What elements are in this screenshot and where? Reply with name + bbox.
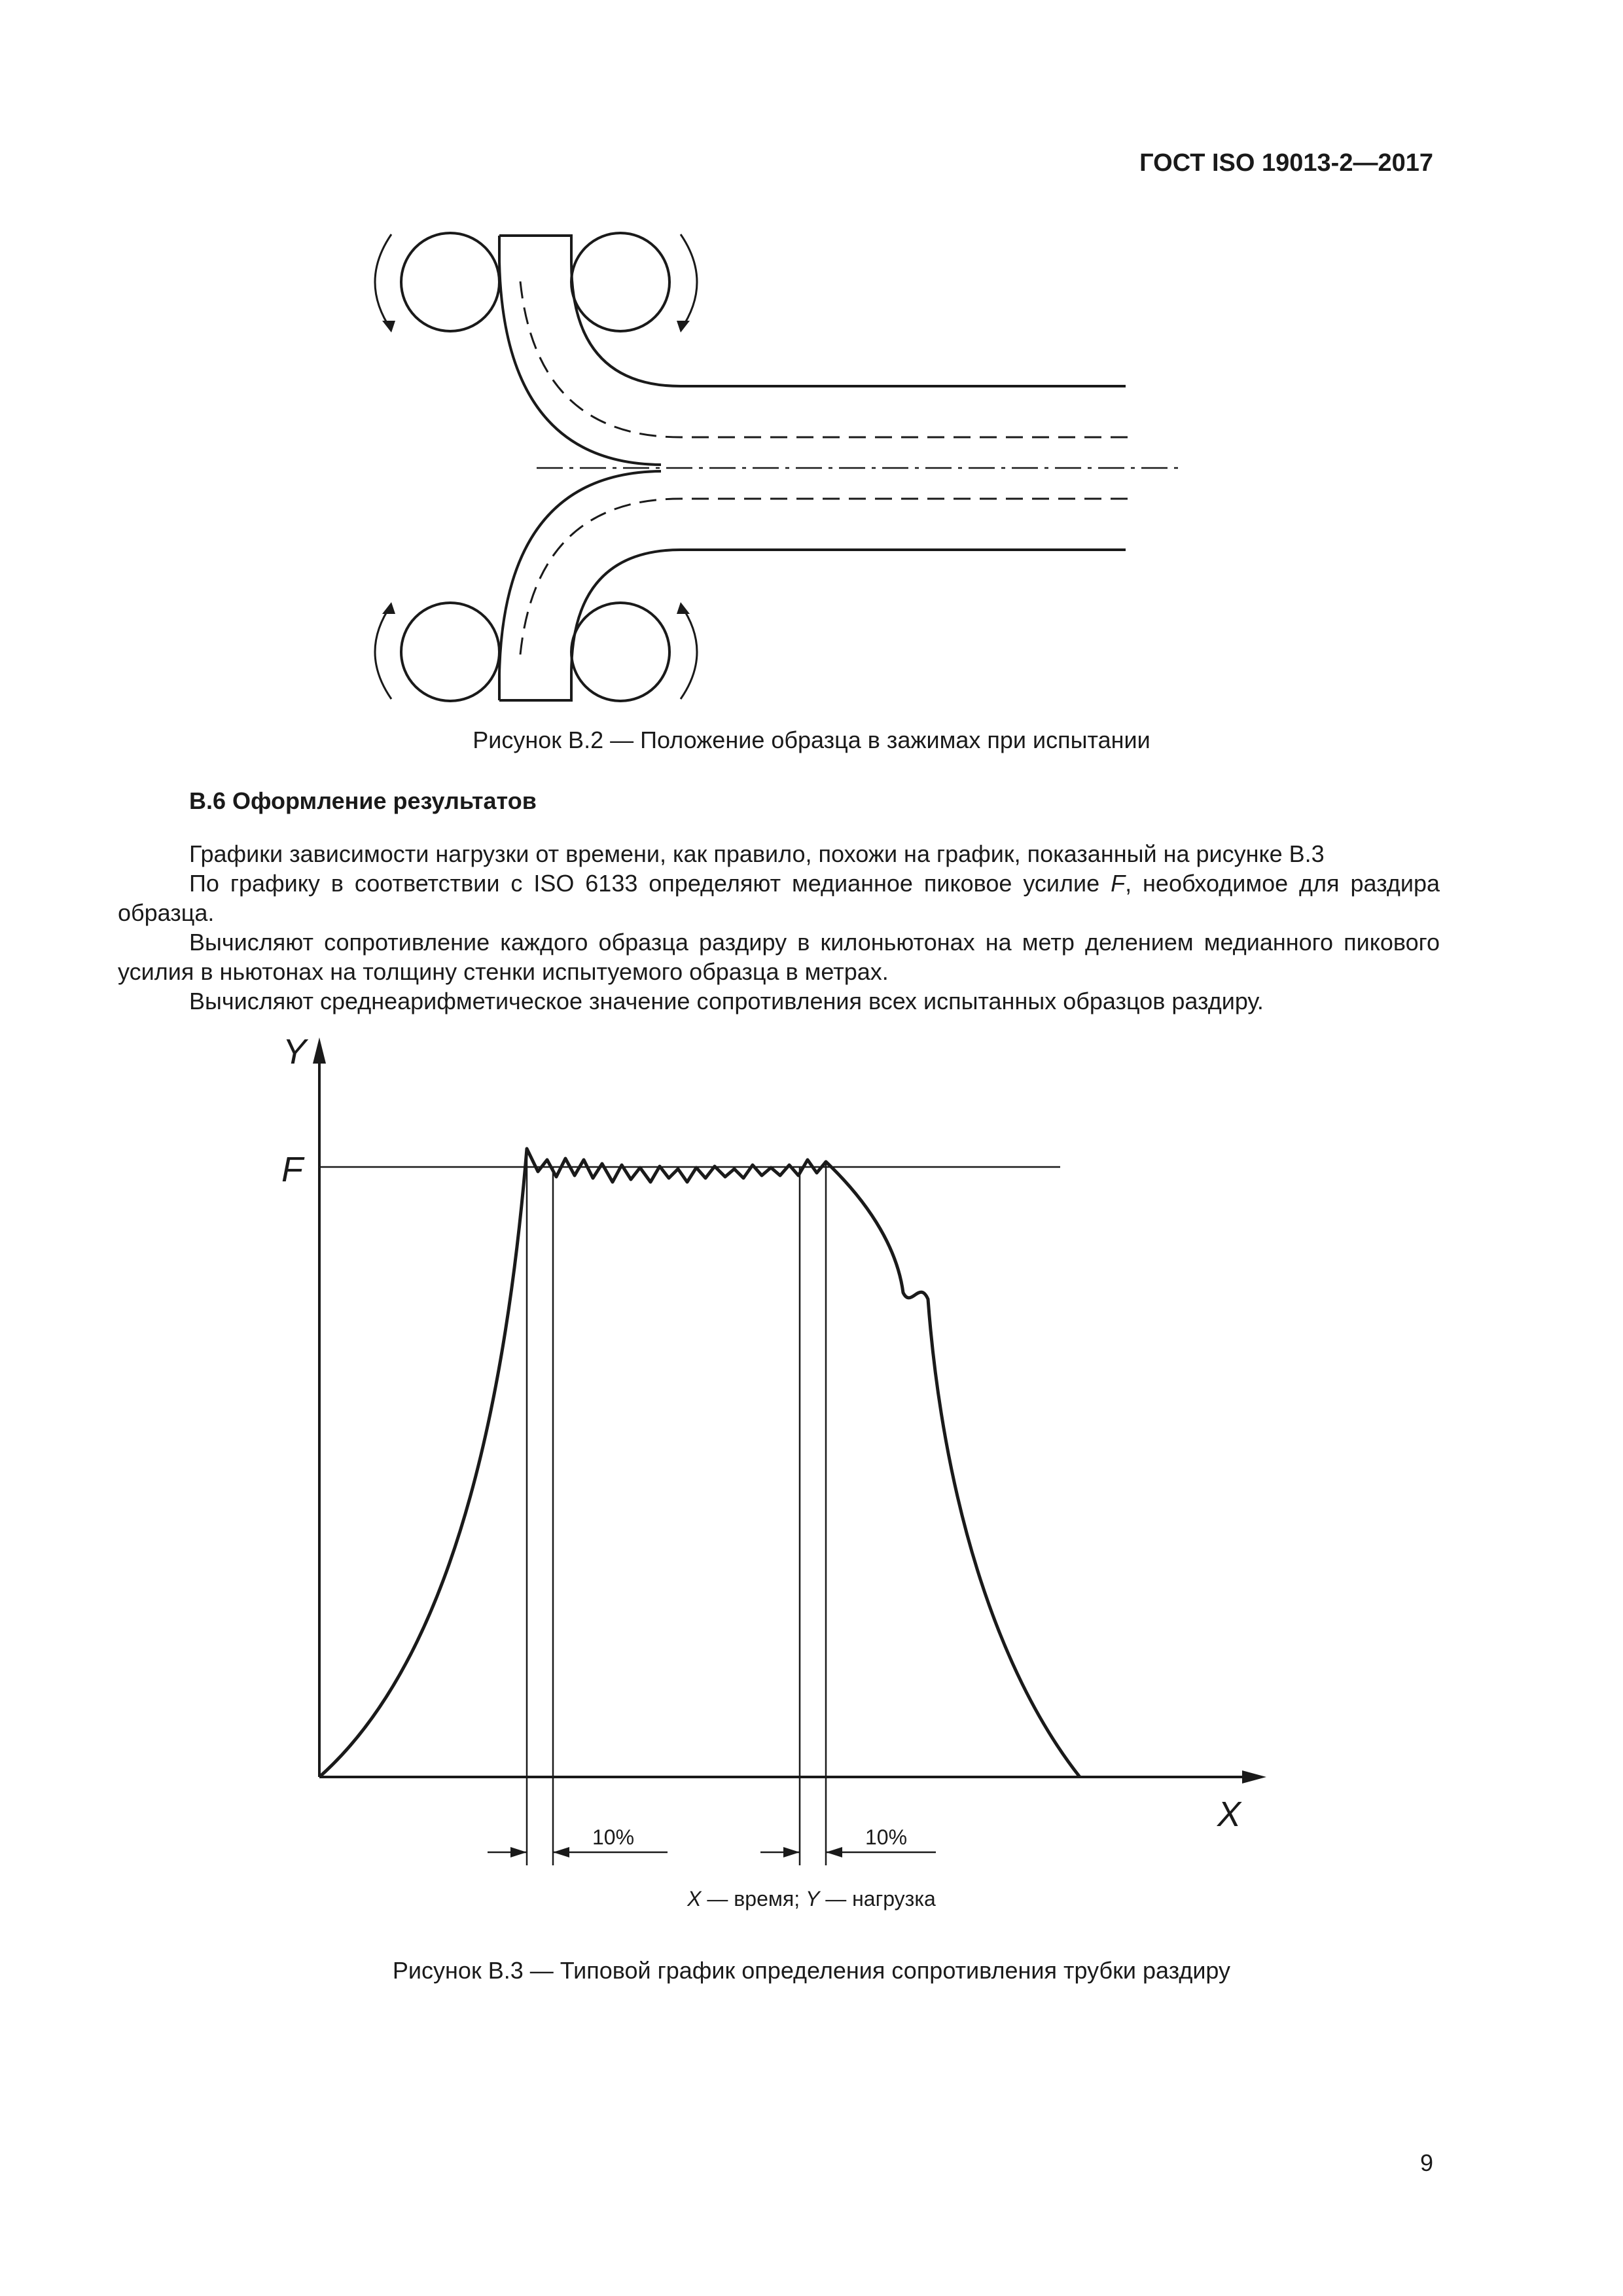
figure-b2-caption: Рисунок В.2 — Положение образца в зажимах при испытании bbox=[473, 726, 1150, 753]
roller-top-right bbox=[571, 233, 669, 331]
y-axis-arrow bbox=[313, 1037, 326, 1064]
specimen-lower bbox=[499, 471, 1126, 700]
force-symbol: F bbox=[1111, 870, 1126, 897]
document-code: ГОСТ ISO 19013-2—2017 bbox=[1139, 149, 1433, 177]
paragraph-3: Вычисляют сопротивление каждого образца раздиру в килоньютонах на метр делением медианного пикового усилия в ньютонах на толщину стенки испытуемого образца в метрах. bbox=[118, 929, 1440, 985]
specimen-dashed-lines bbox=[520, 281, 1132, 655]
figure-b2-diagram bbox=[0, 0, 1623, 720]
section-title: В.6 Оформление результатов bbox=[189, 787, 537, 814]
percent-label-right: 10% bbox=[865, 1825, 908, 1849]
figure-legend: X — время; Y — нагрузка bbox=[687, 1887, 936, 1910]
rotation-arrows bbox=[375, 234, 697, 699]
load-curve bbox=[319, 1149, 1080, 1777]
specimen-upper bbox=[499, 236, 1126, 465]
x-axis-letter: X bbox=[1217, 1795, 1241, 1834]
roller-top-left bbox=[401, 233, 499, 331]
roller-bottom-left bbox=[401, 603, 499, 701]
clamp-rollers bbox=[401, 233, 669, 701]
roller-bottom-right bbox=[571, 603, 669, 701]
figure-b3-graph bbox=[0, 1021, 1623, 1950]
percent-label-left: 10% bbox=[592, 1825, 635, 1849]
x-axis-arrow bbox=[1242, 1770, 1266, 1784]
page-number: 9 bbox=[1419, 2149, 1433, 2176]
force-level-letter: F bbox=[281, 1150, 303, 1189]
dimension-arrowheads bbox=[510, 1847, 842, 1857]
paragraph-1: Графики зависимости нагрузки от времени, как правило, похожи на график, показанный на рисунке В.3 bbox=[189, 840, 1325, 867]
figure-b3-caption: Рисунок В.3 — Типовой график определения сопротивления трубки раздиру bbox=[392, 1957, 1231, 1984]
paragraph-2: По графику в соответствии с ISO 6133 определяют медианное пиковое усилие F, необходимое для раздира образца. bbox=[118, 870, 1440, 926]
paragraph-4: Вычисляют среднеарифметическое значение сопротивления всех испытанных образцов раздиру. bbox=[189, 988, 1264, 1014]
y-axis-letter: Y bbox=[283, 1032, 307, 1071]
peak-range-markers bbox=[527, 1149, 826, 1865]
